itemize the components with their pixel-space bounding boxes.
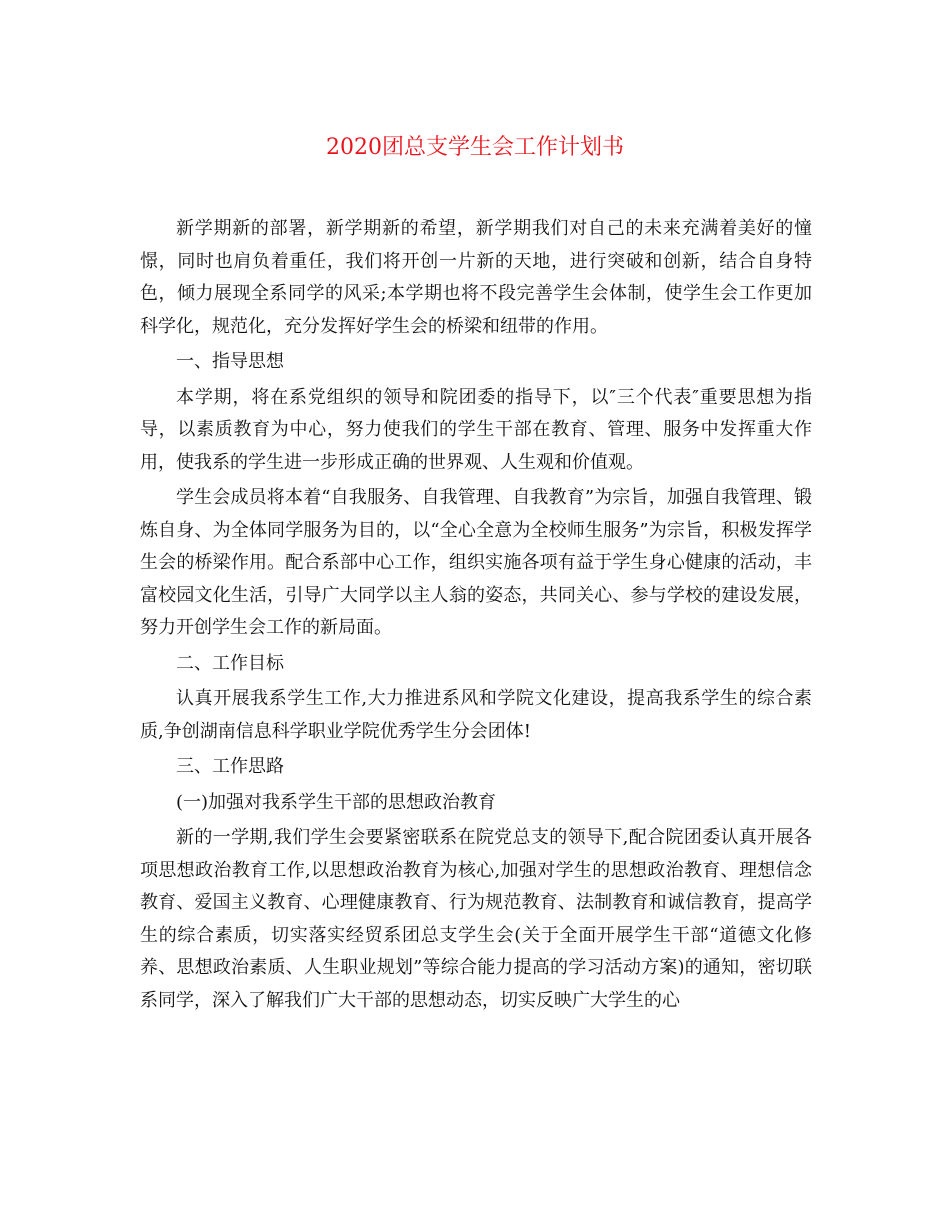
section-heading-work-approach: 三、工作思路	[176, 756, 284, 777]
document-body	[140, 213, 812, 1020]
document-title: 2020团总支学生会工作计划书	[326, 135, 624, 160]
work-goals-paragraph: 认真开展我系学生工作,大力推进系风和学院文化建设，提高我系学生的综合素质,争创湖南信息科学职业学院优秀学生分会团体!	[140, 688, 812, 742]
intro-paragraph: 新学期新的部署，新学期新的希望，新学期我们对自己的未来充满着美好的憧憬，同时也肩负着重任，我们将开创一片新的天地，进行突破和创新，结合自身特色，倾力展现全系同学的风采;本学期也将不段完善学生会体制，使学生会工作更加科学化，规范化，充分发挥好学生会的桥梁和纽带的作用。	[140, 218, 812, 337]
political-education-paragraph: 新的一学期,我们学生会要紧密联系在院党总支的领导下,配合院团委认真开展各项思想政治教育工作,以思想政治教育为核心,加强对学生的思想政治教育、理想信念教育、爱国主义教育、心理健康教育、行为规范教育、法制教育和诚信教育，提高学生的综合素质，切实落实经贸系团总支学生会(关于全面开展学生干部“道德文化修养、思想政治素质、人生职业规划”等综合能力提高的学习活动方案)的通知，密切联系同学，深入了解我们广大干部的思想动态，切实反映广大学生的心	[140, 827, 812, 1011]
section-heading-work-goals: 二、工作目标	[176, 652, 284, 674]
subsection-heading-political-education: (一)加强对我系学生干部的思想政治教育	[176, 791, 497, 813]
student-union-purpose-paragraph: 学生会成员将本着“自我服务、自我管理、自我教育”为宗旨，加强自我管理、锻炼自身、为全体同学服务为目的，以“全心全意为全校师生服务”为宗旨，积极发挥学生会的桥梁作用。配合系部中心工作，组织实施各项有益于学生身心健康的活动，丰富校园文化生活，引导广大同学以主人翁的姿态，共同关心、参与学校的建设发展，努力开创学生会工作的新局面。	[140, 487, 812, 638]
section-heading-guiding-thought: 一、指导思想	[176, 351, 284, 372]
guiding-thought-paragraph: 本学期，将在系党组织的领导和院团委的指导下，以″三个代表″重要思想为指导，以素质教育为中心，努力使我们的学生干部在教育、管理、服务中发挥重大作用，使我系的学生进一步形成正确的世界观、人生观和价值观。	[140, 386, 812, 473]
